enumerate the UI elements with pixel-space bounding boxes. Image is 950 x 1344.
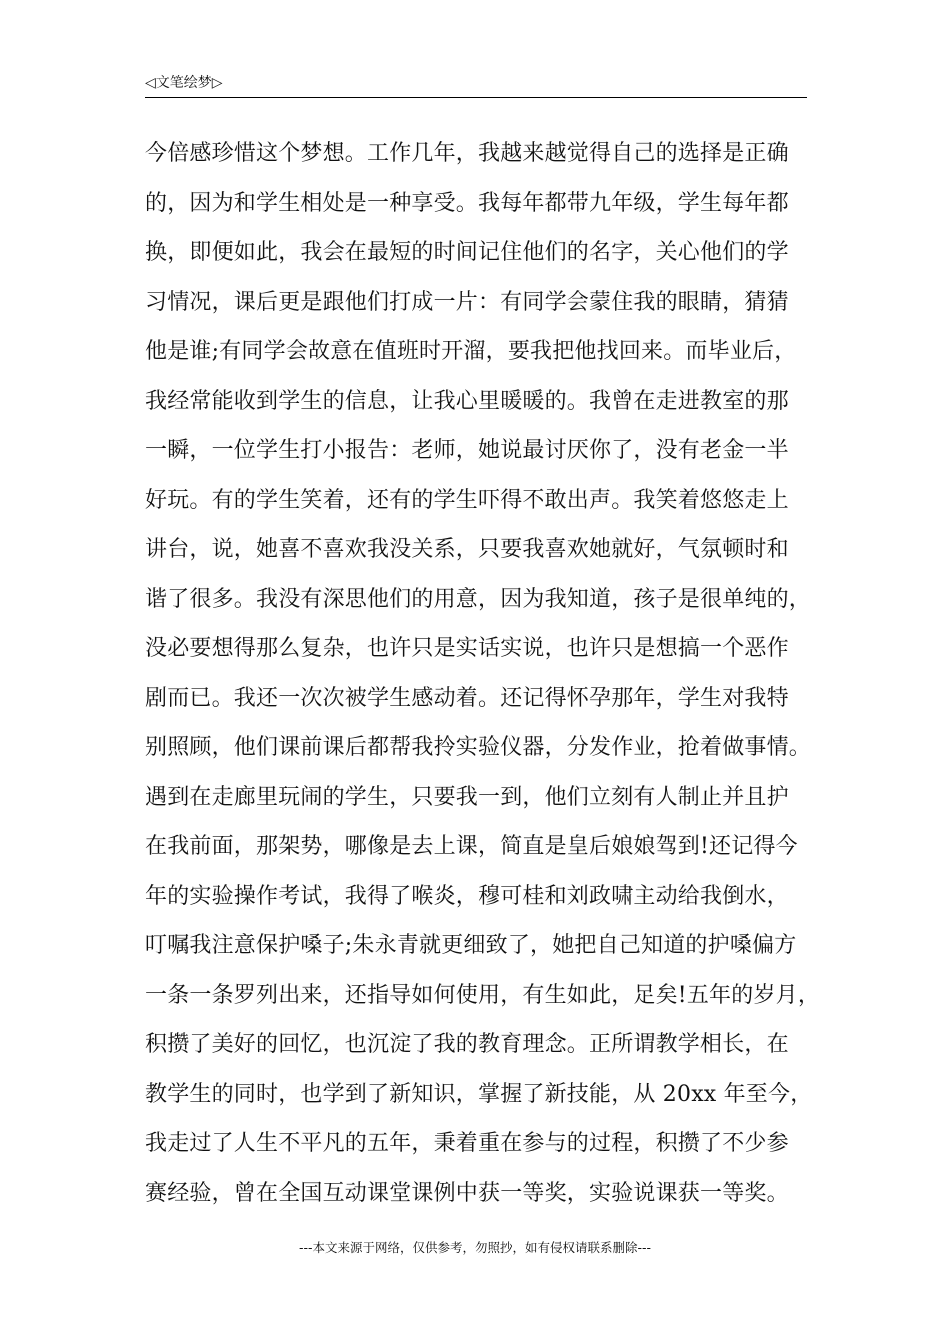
- paragraph-line: 谐了很多。我没有深思他们的用意，因为我知道，孩子是很单纯的，: [145, 586, 812, 612]
- paragraph-line: 别照顾，他们课前课后都帮我拎实验仪器，分发作业，抢着做事情。: [145, 735, 812, 760]
- header-divider: [145, 97, 807, 98]
- paragraph-line: 我走过了人生不平凡的五年，秉着重在参与的过程，积攒了不少参: [145, 1131, 789, 1156]
- paragraph-line: 好玩。有的学生笑着，还有的学生吓得不敢出声。我笑着悠悠走上: [145, 487, 789, 513]
- paragraph-line: 年的实验操作考试，我得了喉炎，穆可桂和刘政啸主动给我倒水，: [145, 883, 789, 909]
- paragraph-line: 剧而已。我还一次次被学生感动着。还记得怀孕那年，学生对我特: [145, 685, 789, 711]
- footer-disclaimer: ---本文来源于网络，仅供参考，勿照抄，如有侵权请联系删除---: [298, 1240, 652, 1255]
- paragraph-line: 教学生的同时，也学到了新知识，掌握了新技能，从 20xx 年至今，: [145, 1081, 813, 1107]
- paragraph-line: 叮嘱我注意保护嗓子;朱永青就更细致了，她把自己知道的护嗓偏方: [145, 933, 797, 958]
- paragraph-line: 我经常能收到学生的信息，让我心里暖暖的。我曾在走进教室的那: [145, 388, 789, 414]
- paragraph-line: 习情况，课后更是跟他们打成一片：有同学会蒙住我的眼睛，猜猜: [145, 289, 789, 315]
- paragraph-line: 没必要想得那么复杂，也许只是实话实说，也许只是想搞一个恶作: [145, 636, 789, 661]
- paragraph-line: 积攒了美好的回忆，也沉淀了我的教育理念。正所谓教学相长，在: [145, 1032, 789, 1057]
- paragraph-line: 他是谁;有同学会故意在值班时开溜，要我把他找回来。而毕业后，: [145, 339, 797, 364]
- paragraph-line: 一瞬，一位学生打小报告：老师，她说最讨厌你了，没有老金一半: [145, 438, 789, 463]
- document-header-title: ◁文笔绘梦▷: [145, 75, 223, 91]
- paragraph-line: 换，即便如此，我会在最短的时间记住他们的名字，关心他们的学: [145, 240, 789, 265]
- paragraph-line: 讲台，说，她喜不喜欢我没关系，只要我喜欢她就好，气氛顿时和: [145, 537, 789, 562]
- paragraph-line: 今倍感珍惜这个梦想。工作几年，我越来越觉得自己的选择是正确: [145, 141, 789, 166]
- paragraph-line: 遇到在走廊里玩闹的学生，只要我一到，他们立刻有人制止并且护: [145, 784, 789, 810]
- paragraph-line: 一条一条罗列出来，还指导如何使用，有生如此，足矣!五年的岁月，: [145, 982, 821, 1008]
- paragraph-line: 的，因为和学生相处是一种享受。我每年都带九年级，学生每年都: [145, 190, 789, 216]
- paragraph-line: 赛经验，曾在全国互动课堂课例中获一等奖，实验说课获一等奖。: [145, 1180, 789, 1206]
- body-text: [145, 129, 825, 1218]
- paragraph-line: 在我前面，那架势，哪像是去上课，简直是皇后娘娘驾到!还记得今: [145, 834, 798, 859]
